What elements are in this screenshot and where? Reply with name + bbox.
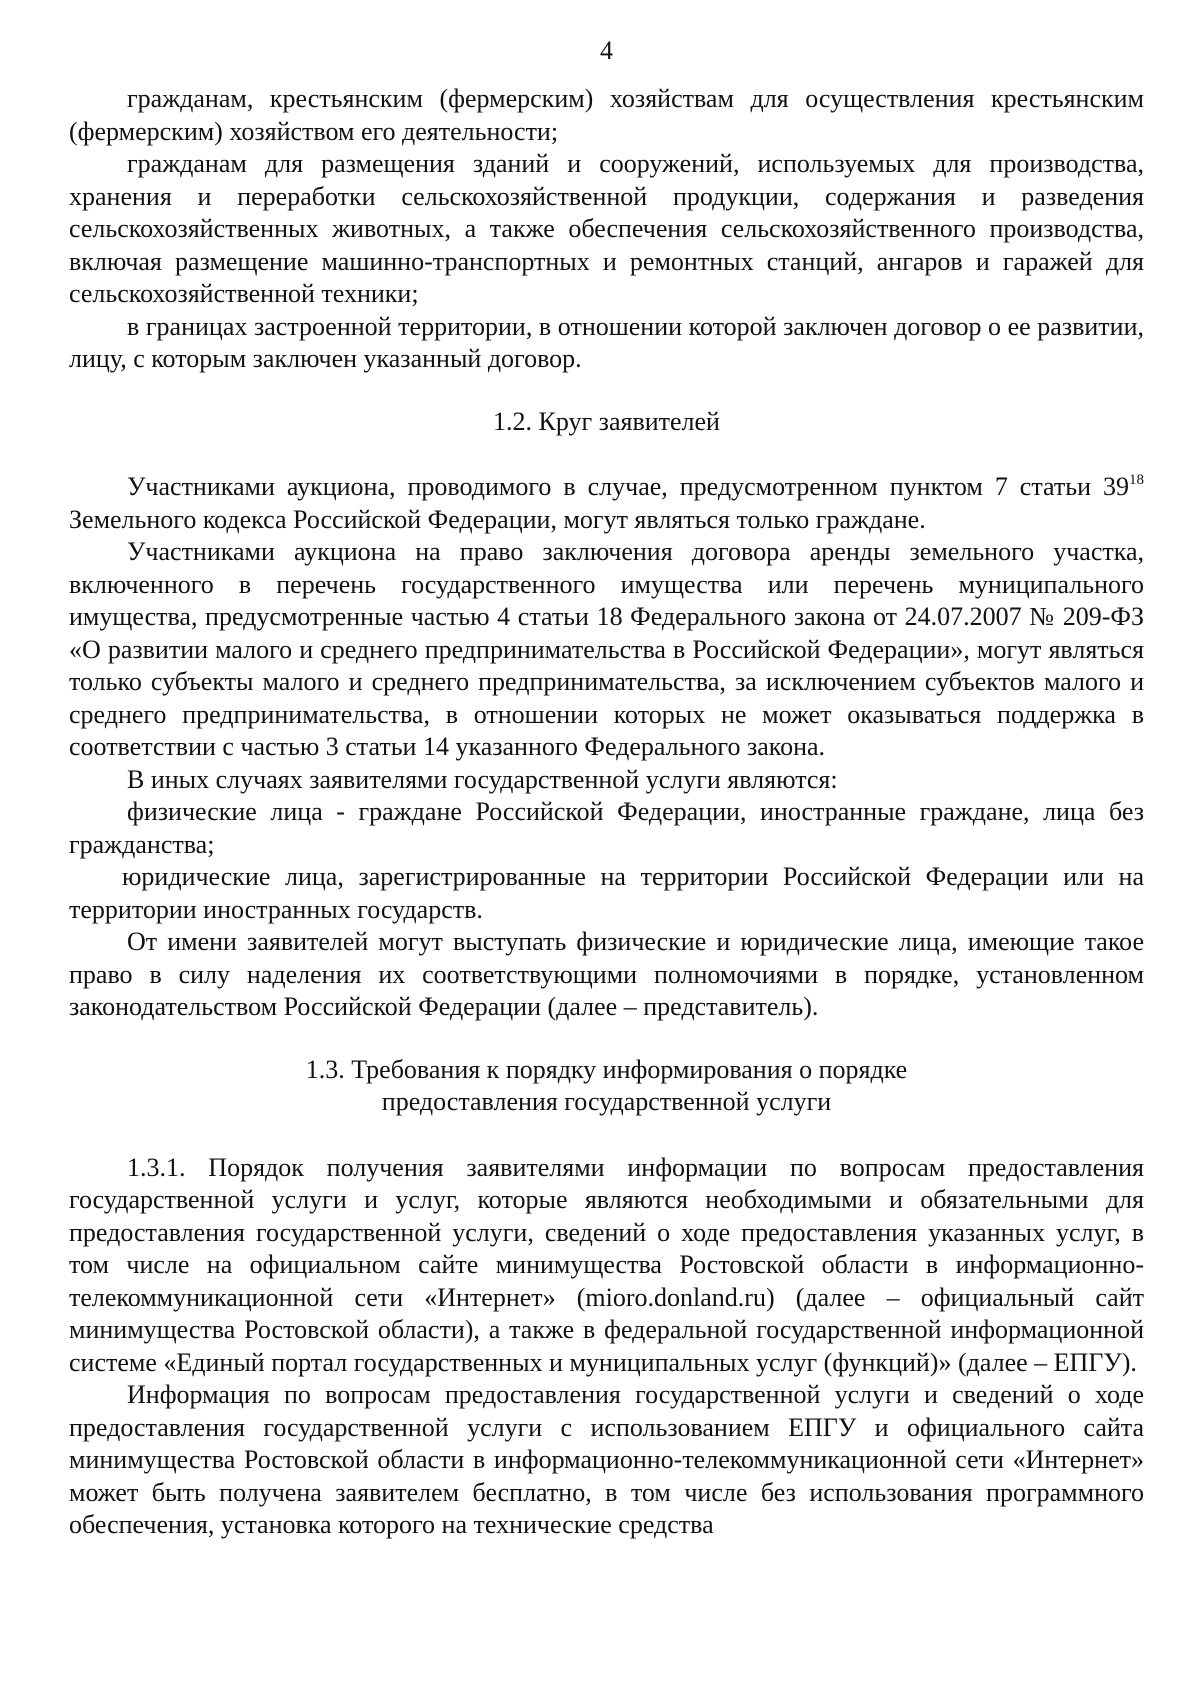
paragraph: юридические лица, зарегистрированные на территории Российской Федерации или на территории иностранных государств. xyxy=(69,862,1144,924)
superscript: 18 xyxy=(1129,472,1144,488)
paragraph: физические лица - граждане Российской Федерации, иностранные граждане, лица без гражданства; xyxy=(69,797,1144,859)
heading-line: 1.3. Требования к порядку информирования о порядке xyxy=(305,1054,908,1084)
paragraph: гражданам для размещения зданий и сооружений, используемых для производства, хранения и переработки сельскохозяйственной продукции, содержания и разведения сельскохозяйственных животных, а также обеспечения сельскохозяйственного производства, включая размещение машинно-транспортных и ремонтных станций, ангаров и гаражей для сельскохозяйственной техники; xyxy=(69,149,1144,308)
section-1-2-body xyxy=(69,471,1144,1024)
paragraph-text: Участниками аукциона, проводимого в случае, предусмотренном пунктом 7 статьи 39 xyxy=(127,472,1129,501)
heading-line: предоставления государственной услуги xyxy=(381,1087,832,1116)
paragraph: В иных случаях заявителями государственной услуги являются: xyxy=(127,764,838,794)
paragraph: Участниками аукциона на право заключения договора аренды земельного участка, включенного в перечень государственного имущества или перечень муниципального имущества, предусмотренные частью 4 статьи 18 Федерального закона от 24.07.2007 № 209-ФЗ «О развитии малого и среднего предпринимательства в Российской Федерации», могут являться только субъекты малого и среднего предпринимательства, за исключением субъектов малого и среднего предпринимательства, в отношении которых не может оказываться поддержка в соответствии с частью 3 статьи 14 указанного Федерального закона. xyxy=(69,537,1144,761)
section-heading-1-2: 1.2. Круг заявителей xyxy=(493,406,720,436)
paragraph: 1.3.1. Порядок получения заявителями информации по вопросам предоставления государственной услуги и услуг, которые являются необходимыми и обязательными для предоставления государственной услуги, сведений о ходе предоставления указанных услуг, в том числе на официальном сайте минимущества Ростовской области в информационно-телекоммуникационной сети «Интернет» (mioro.donland.ru) (далее – официальный сайт минимущества Ростовской области), а также в федеральной государственной информационной системе «Единый портал государственных и муниципальных услуг (функций)» (далее – ЕПГУ). xyxy=(69,1152,1144,1377)
section-1-3-body xyxy=(69,1152,1144,1542)
page-number: 4 xyxy=(600,36,613,65)
section-heading-1-3 xyxy=(69,1054,1144,1119)
section-1-1-tail xyxy=(69,83,1144,376)
paragraph-text: Земельного кодекса Российской Федерации, могут являться только граждане. xyxy=(69,504,926,534)
paragraph: Информация по вопросам предоставления государственной услуги и сведений о ходе предоставления государственной услуги с использованием ЕПГУ и официального сайта минимущества Ростовской области в информационно-телекоммуникационной сети «Интернет» может быть получена заявителем бесплатно, в том числе без использования программного обеспечения, установка которого на технические средства xyxy=(69,1380,1144,1539)
paragraph: в границах застроенной территории, в отношении которой заключен договор о ее развитии, лицу, с которым заключен указанный договор. xyxy=(69,311,1144,373)
paragraph: гражданам, крестьянским (фермерским) хозяйствам для осуществления крестьянским (фермерским) хозяйством его деятельности; xyxy=(69,84,1144,146)
paragraph-auction-participants xyxy=(69,471,1144,536)
paragraph: От имени заявителей могут выступать физические и юридические лица, имеющие такое право в силу наделения их соответствующими полномочиями в порядке, установленном законодательством Российской Федерации (далее – представитель). xyxy=(69,927,1144,1021)
